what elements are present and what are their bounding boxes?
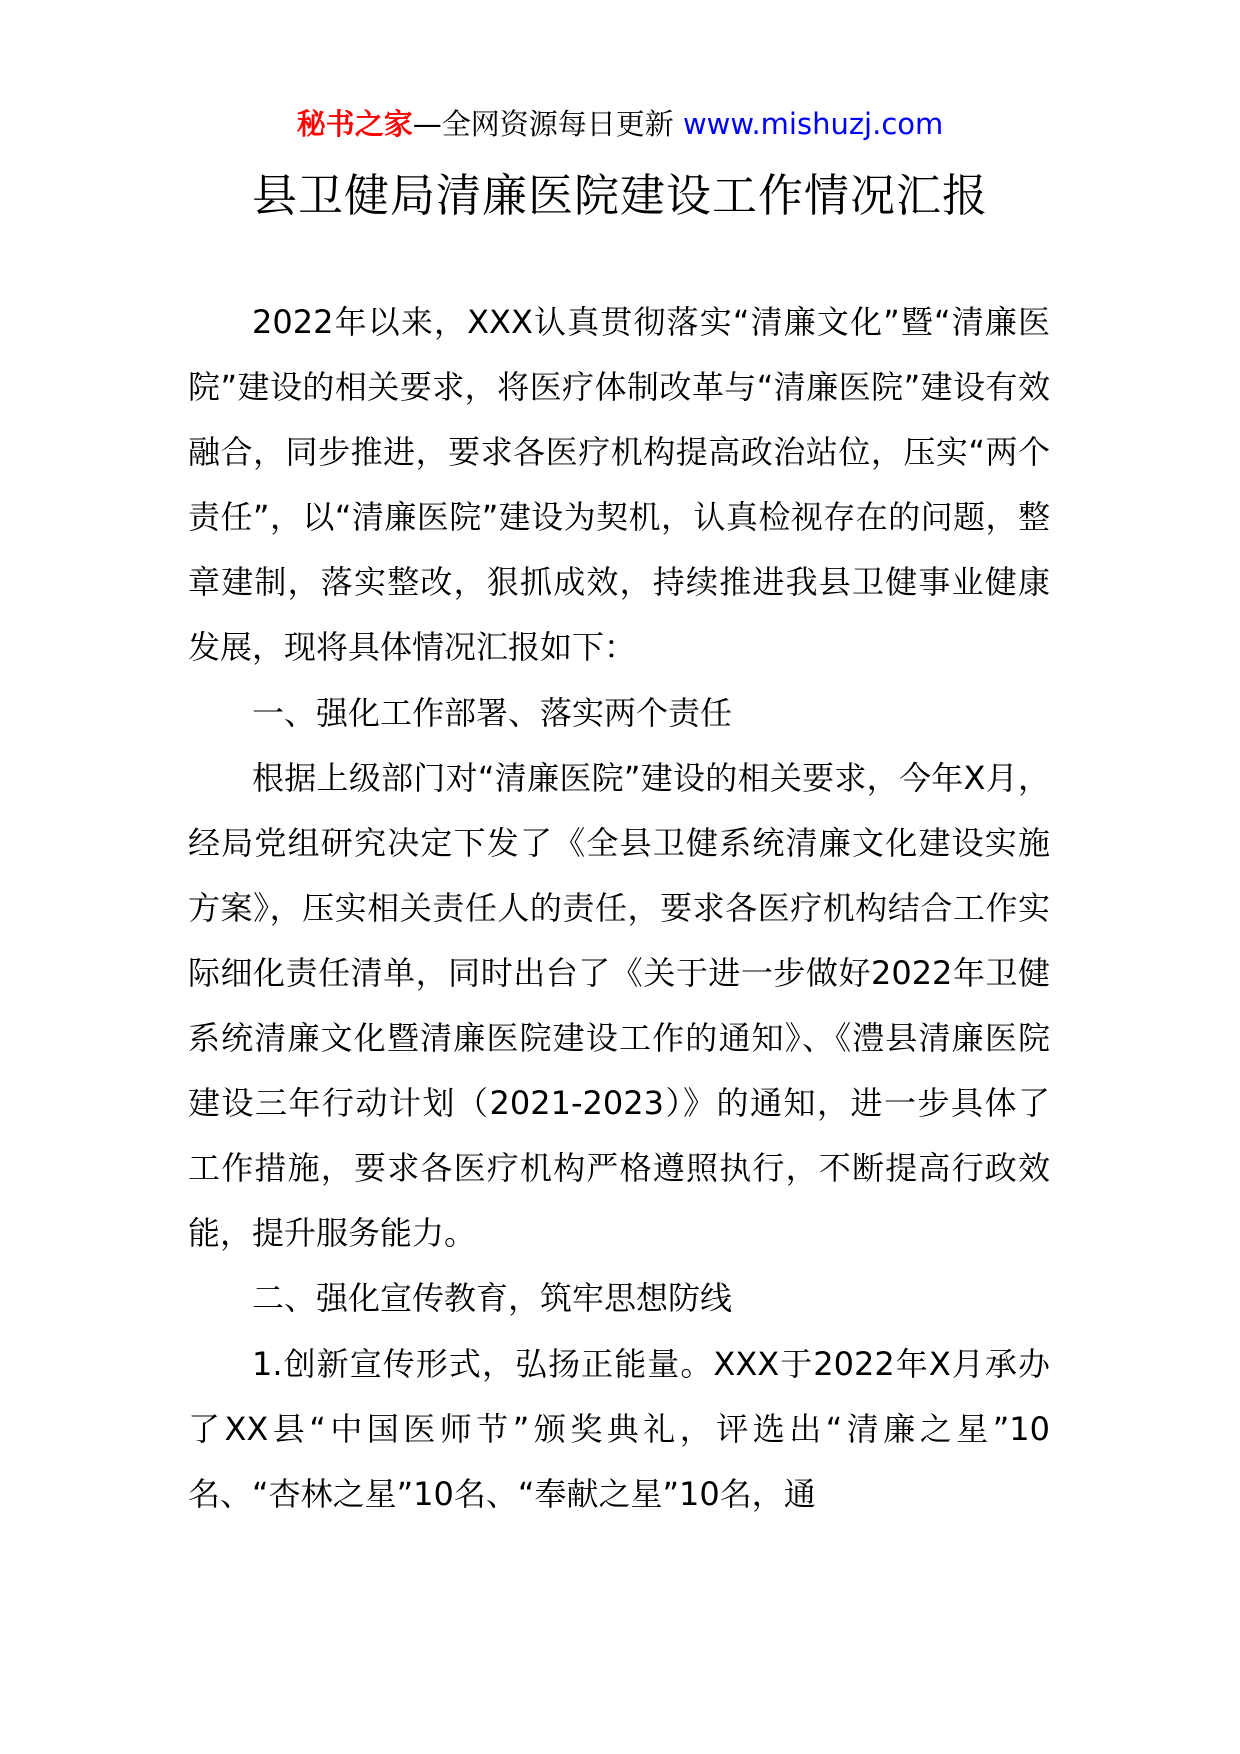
- section-heading-1: 一、强化工作部署、落实两个责任: [252, 693, 733, 732]
- paragraph-section-2-item-1: 1.创新宣传形式，弘扬正能量。XXX于2022年X月承办了XX县“中国医师节”颁奖典礼，评选出“清廉之星”10名、“杏林之星”10名、“奉献之星”10名，通: [188, 1344, 1050, 1513]
- section-heading-2: 二、强化宣传教育，筑牢思想防线: [252, 1279, 733, 1318]
- document-body: [188, 290, 1050, 1527]
- header-tagline: —全网资源每日更新: [412, 107, 674, 141]
- site-url-link[interactable]: www.mishuzj.com: [682, 107, 944, 141]
- document-title: 县卫健局清廉医院建设工作情况汇报: [251, 169, 988, 222]
- site-header: [0, 104, 1240, 144]
- brand-name: 秘书之家: [296, 107, 413, 141]
- paragraph-intro: 2022年以来，XXX认真贯彻落实“清廉文化”暨“清廉医院”建设的相关要求，将医疗体制改革与“清廉医院”建设有效融合，同步推进，要求各医疗机构提高政治站位，压实“两个责任”，以“清廉医院”建设为契机，认真检视存在的问题，整章建制，落实整改，狠抓成效，持续推进我县卫健事业健康发展，现将具体情况汇报如下：: [188, 303, 1050, 667]
- paragraph-section-1: 根据上级部门对“清廉医院”建设的相关要求，今年X月，经局党组研究决定下发了《全县卫健系统清廉文化建设实施方案》，压实相关责任人的责任，要求各医疗机构结合工作实际细化责任清单，同时出台了《关于进一步做好2022年卫健系统清廉文化暨清廉医院建设工作的通知》、《澧县清廉医院建设三年行动计划（2021-2023）》的通知，进一步具体了工作措施，要求各医疗机构严格遵照执行，不断提高行政效能，提升服务能力。: [188, 758, 1050, 1253]
